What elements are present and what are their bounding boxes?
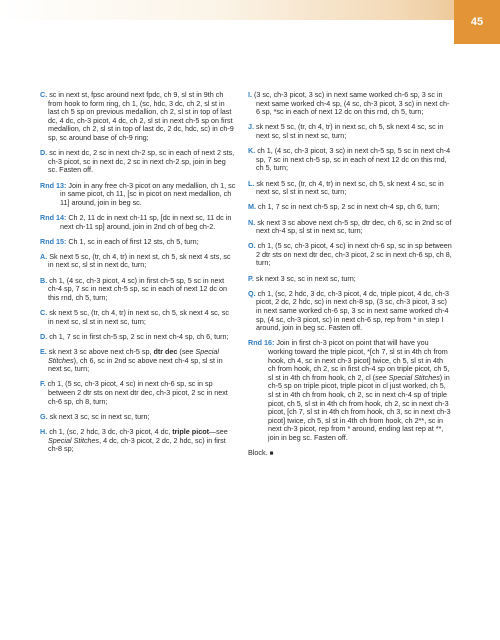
instruction-text: triple picot	[172, 426, 209, 436]
step-instruction	[40, 380, 236, 406]
step-instruction	[248, 123, 452, 140]
instruction-label: M.	[248, 202, 256, 212]
instruction-text: sk next 5 sc, (tr, ch 4, tr) in next sc, ch 5, sk next 4 sc, sc in next sc, sl st in next sc, turn;	[256, 122, 444, 140]
instruction-label: I.	[248, 90, 252, 99]
instruction-text: ch 1, (4 sc, ch-3 picot, 3 sc) in next ch-5 sp, 5 sc in next ch-4 sp, 7 sc in next ch-5 sp, sc in each of next 12 dc on this rnd, ch 5, turn;	[256, 146, 451, 173]
instruction-text: ch 1, (sc, 2 hdc, 3 dc, ch-3 picot, 4 dc, triple picot, 4 dc, ch-3 picot, 2 dc, 2 hdc, sc) in next ch-8 sp, (3 sc, ch-3 picot, 3 sc) in next same worked ch-6 sp, 3 sc in next same worked ch-4 sp, (4 sc, ch-3 picot, sc) in next ch-6 sp, rep from * in step I around, join in beg sc. Fasten off.	[256, 288, 449, 333]
step-instruction	[40, 413, 236, 422]
round-instruction	[40, 238, 236, 247]
instruction-text: Sk next 5 sc, (tr, ch 4, tr) in next st, ch 5, sk next 4 sts, sc in next sc, sl st in next dc, turn;	[48, 251, 231, 270]
instruction-text: sk next 5 sc, (tr, ch 4, tr) in next sc, ch 5, sk next 4 sc, sc in next sc, sl st in next sc, turn;	[48, 308, 229, 326]
instruction-text: Join in first ch-3 picot on point that will have you working toward the triple picot, *[ch 7, sl st in 4th ch from hook, ch 4, sc in next ch-3 picot] twice, ch 5, sl st in 4th ch from hook, ch 2, sc in first ch-4 sp on triple picot, ch 5, sl st in 4th ch from hook, ch 2, cl (	[268, 338, 450, 382]
step-instruction	[248, 180, 452, 197]
instruction-text: sk next 3 sc, sc in next sc, turn;	[255, 273, 356, 283]
right-column	[248, 91, 452, 465]
instruction-label: G.	[40, 411, 48, 421]
instruction-label: C.	[40, 90, 48, 99]
instruction-text: ch 1, (5 sc, ch-3 picot, 4 sc) in next ch-6 sp, sc in sp between 2 dtr sts on next dtr dec, ch-3 picot, 2 sc in next ch-6 sp, ch 8, turn;	[47, 379, 228, 406]
instruction-text: Block.	[248, 448, 270, 458]
instruction-text: sk next 5 sc, (tr, ch 4, tr) in next sc, ch 5, sk next 4 sc, sc in next sc, sl st in next sc, turn;	[256, 178, 444, 197]
instruction-text: sk next 3 sc above next ch-5 sp,	[48, 347, 154, 356]
instruction-label: B.	[40, 275, 48, 285]
instruction-text: ch 1, 7 sc in first ch-5 sp, 2 sc in next ch-4 sp, ch 6, turn;	[49, 331, 229, 341]
instruction-label: E.	[40, 347, 47, 356]
instruction-text: (see	[177, 347, 196, 356]
step-instruction	[248, 147, 452, 173]
instruction-label: D.	[40, 331, 48, 341]
instruction-text: sc in next st, fpsc around next fpdc, ch 9, sl st in 9th ch from hook to form ring, ch 1, (sc, hdc, 3 dc, ch 2, sl st in last ch 5 sp on previous medallion, ch 2, sl st in top of last dc, 4 dc, ch-3 picot, 4 dc, ch 2, sl st in next ch-5 sp on first medallion, ch 2, sl st in top of last dc, 2 dc, hdc, sc) in ch-9 sp, sc around base of ch-9 ring;	[48, 90, 234, 142]
step-instruction	[40, 333, 236, 342]
instruction-label: Q.	[248, 288, 256, 298]
instruction-label: Rnd 13:	[40, 180, 67, 190]
round-instruction	[248, 339, 452, 442]
step-instruction	[40, 277, 236, 303]
instruction-label: Rnd 14:	[40, 212, 67, 222]
instruction-text: Ch 1, sc in each of first 12 sts, ch 5, turn;	[68, 236, 199, 246]
instruction-text: ch 1, (5 sc, ch-3 picot, 4 sc) in next ch-6 sp, sc in sp between 2 dtr sts on next dtr dec, ch-3 picot, 2 sc in next ch-6 sp, ch 8, turn;	[256, 241, 452, 268]
step-instruction	[248, 219, 452, 236]
step-instruction	[40, 348, 236, 374]
instruction-text: Special Stitches	[48, 347, 219, 365]
instruction-label: N.	[248, 217, 256, 227]
instruction-text: ) in ch-5 sp on triple picot, triple picot in cl just worked, ch 5, sl st in 4th ch from hook, ch 2, sc in next ch-4 sp of triple picot, ch 5, sl st in 4th ch from hook, ch 2, sc in next ch-3 picot, [ch 7, sl st in 4th ch from hook, ch 3, sc in next ch-3 picot] twice, ch 5, sl st in 4th ch from hook, ch 2**, sc in next ch-3 picot, rep from * around, ending last rep at **, join in beg sc. Fasten off.	[268, 372, 451, 442]
instruction-label: O.	[248, 241, 256, 251]
instruction-text: ch 1, (sc, 2 hdc, 3 dc, ch-3 picot, 4 dc,	[49, 426, 173, 436]
instruction-label: C.	[40, 308, 48, 318]
step-instruction	[248, 91, 452, 117]
instruction-label: A.	[40, 251, 48, 261]
instruction-text: Join in any free ch-3 picot on any medallion, ch 1, sc in same picot, ch 11, [sc in picot on next medallion, ch 11] around, join in beg sc.	[60, 180, 236, 207]
instruction-label: P.	[248, 273, 254, 283]
instruction-text: sk next 3 sc, sc in next sc, turn;	[49, 411, 150, 421]
page-number-tab	[454, 0, 500, 44]
instruction-text: sc in next dc, 2 sc in next ch-2 sp, sc in each of next 2 sts, ch-3 picot, sc in next dc, 2 sc in next ch-2 sp, join in beg sc. Fasten off.	[48, 148, 235, 175]
closing-note	[248, 449, 452, 459]
top-decorative-band	[0, 0, 500, 20]
instruction-label: K.	[248, 146, 256, 156]
instruction-label: Rnd 16:	[248, 338, 275, 348]
instruction-text: Special Stitches	[48, 435, 100, 445]
instruction-text: ch 1, (4 sc, ch-3 picot, 4 sc) in first ch-5 sp, 5 sc in next ch-4 sp, 7 sc in next ch-5 sp, sc in each of next 12 dc on this rnd, ch 5, turn;	[48, 275, 227, 302]
step-instruction	[40, 253, 236, 270]
instruction-label: H.	[40, 426, 48, 436]
instruction-text: sk next 3 sc above next ch-5 sp, dtr dec, ch 6, sc in 2nd sc of next ch-4 sp, sl st in next sc, turn;	[256, 217, 452, 236]
round-instruction	[40, 182, 236, 208]
left-column	[40, 91, 236, 460]
step-instruction	[248, 242, 452, 268]
step-instruction	[248, 203, 452, 212]
instruction-text: Ch 2, 11 dc in next ch-11 sp, [dc in next sc, 11 dc in next ch-11 sp] around, join in 2nd ch of beg ch-2.	[60, 212, 232, 231]
round-instruction	[40, 214, 236, 231]
instruction-label: L.	[248, 178, 255, 188]
step-instruction	[40, 149, 236, 175]
instruction-label: D.	[40, 148, 48, 158]
instruction-text: ch 1, 7 sc in next ch-5 sp, 2 sc in next ch-4 sp, ch 6, turn;	[257, 202, 440, 212]
instruction-text: dtr dec	[153, 347, 178, 356]
instruction-label: Rnd 15:	[40, 236, 67, 246]
instruction-text: , 4 dc, ch-3 picot, 2 dc, 2 hdc, sc) in first ch-8 sp;	[48, 435, 226, 454]
step-instruction	[40, 428, 236, 454]
instruction-text: —see	[208, 426, 228, 436]
step-instruction	[40, 309, 236, 326]
instruction-text: (3 sc, ch-3 picot, 3 sc) in next same worked ch-6 sp, 3 sc in next same worked ch-4 sp, (4 sc, ch-3 picot, 3 sc) in next ch-6 sp, *sc in each of next 12 dc on this rnd, ch 5, turn;	[254, 90, 450, 117]
step-instruction	[248, 275, 452, 284]
step-instruction	[248, 290, 452, 333]
page-number: 45	[470, 16, 484, 28]
instruction-label: F.	[40, 379, 46, 389]
end-mark: ■	[269, 450, 274, 458]
instruction-text: ), ch 6, sc in 2nd sc above next ch-4 sp, sl st in next sc, turn;	[48, 355, 223, 374]
step-instruction	[40, 91, 236, 143]
instruction-label: J.	[248, 122, 254, 132]
instruction-text: see Special Stitches	[375, 372, 440, 382]
